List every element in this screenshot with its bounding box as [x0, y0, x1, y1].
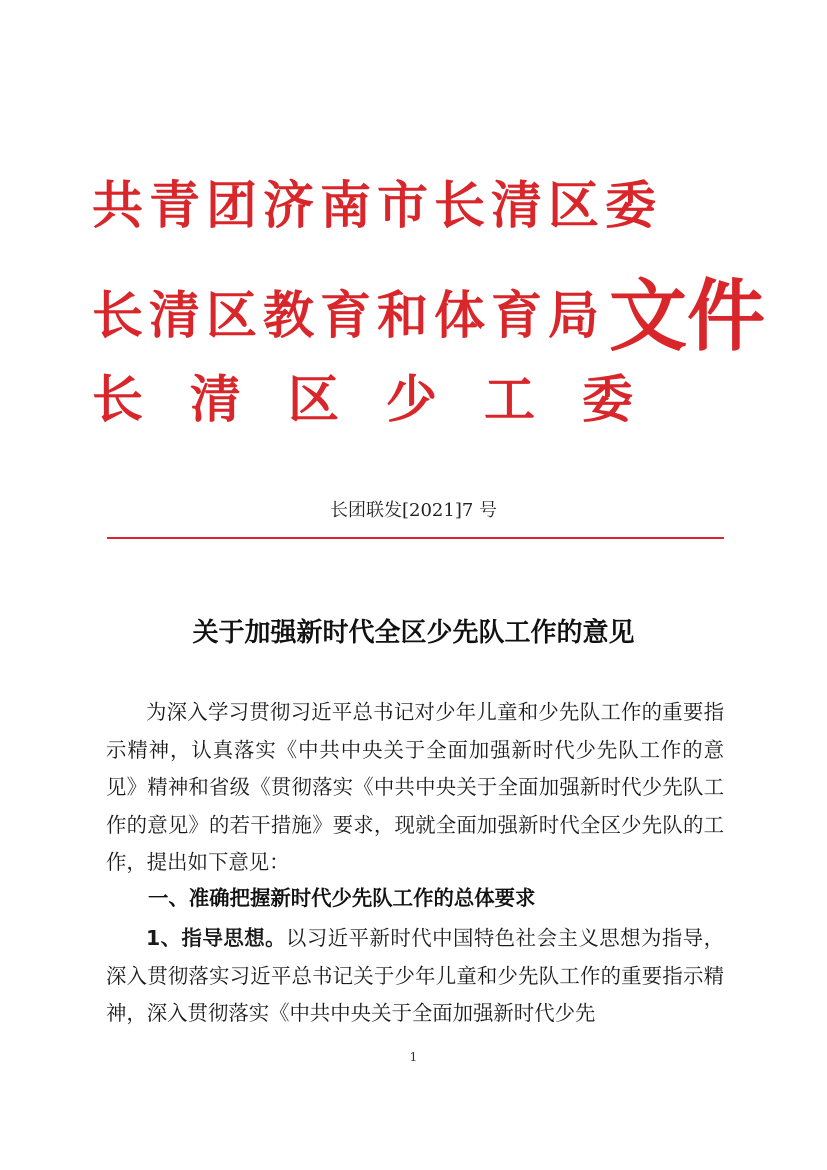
document-title: 关于加强新时代全区少先队工作的意见	[192, 618, 635, 648]
paragraph-lead: 1、指导思想。	[146, 926, 286, 950]
section-heading-1: 一、准确把握新时代少先队工作的总体要求	[148, 886, 536, 910]
letterhead-line-2-text: 长清区教育和体育局	[92, 287, 606, 346]
letterhead-line-1: 共青团济南市长清区委	[92, 177, 663, 236]
page-number: 1	[409, 1050, 418, 1064]
paragraph-intro: 为深入学习贯彻习近平总书记对少年儿童和少先队工作的重要指示精神，认真落实《中共中央关于全面加强新时代少先队工作的意见》精神和省级《贯彻落实《中共中央关于全面加强新时代少先队工作的意见》的若干措施》要求，现就全面加强新时代全区少先队的工作，提出如下意见：	[106, 700, 724, 874]
paragraph-guiding-thought	[106, 920, 724, 1033]
paragraph-text: 以习近平新时代中国特色社会主义思想为指导，深入贯彻落实习近平总书记关于少年儿童和少先队工作的重要指示精神，深入贯彻落实《中共中央关于全面加强新时代少先	[106, 926, 725, 1025]
red-divider-line	[107, 537, 724, 539]
letterhead-line-3: 长清区少工委	[92, 371, 681, 430]
letterhead-line-2	[92, 272, 766, 362]
letterhead-document-word: 文件	[609, 272, 766, 362]
document-number: 长团联发[2021]7 号	[329, 500, 498, 521]
